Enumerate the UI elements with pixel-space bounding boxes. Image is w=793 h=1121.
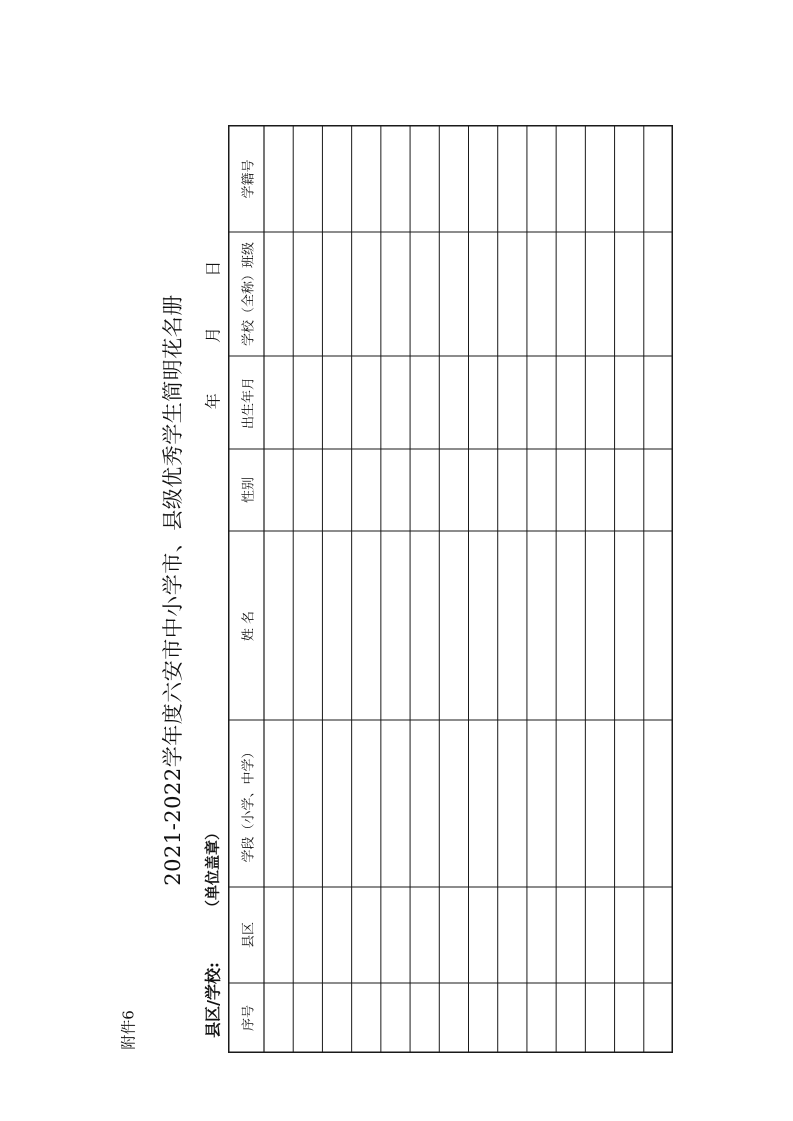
column-header: 县区 (241, 921, 257, 949)
date-month: 月 (203, 326, 223, 344)
attachment-label: 附件6 (119, 1010, 138, 1050)
date-day: 日 (203, 260, 223, 277)
date-year: 年 (203, 393, 223, 410)
table-grid (228, 125, 673, 1053)
date-line (201, 261, 224, 409)
column-header: 序号 (241, 1004, 257, 1032)
county-school-label: 县区/学校: (203, 962, 223, 1038)
column-header: 学校（全称）班级 (241, 241, 257, 347)
column-header: 学籍号 (241, 158, 257, 199)
document-title: 2021-2022学年度六安市中小学市、县级优秀学生简明花名册 (161, 294, 185, 886)
column-header: 出生年月 (241, 376, 257, 429)
column-header: 性别 (241, 476, 257, 504)
column-header: 姓 名 (241, 610, 257, 641)
roster-table (228, 125, 673, 1053)
seal-note: （单位盖章） (203, 824, 222, 916)
table-border (229, 126, 673, 1053)
column-header: 学段（小学、中学） (241, 744, 257, 863)
